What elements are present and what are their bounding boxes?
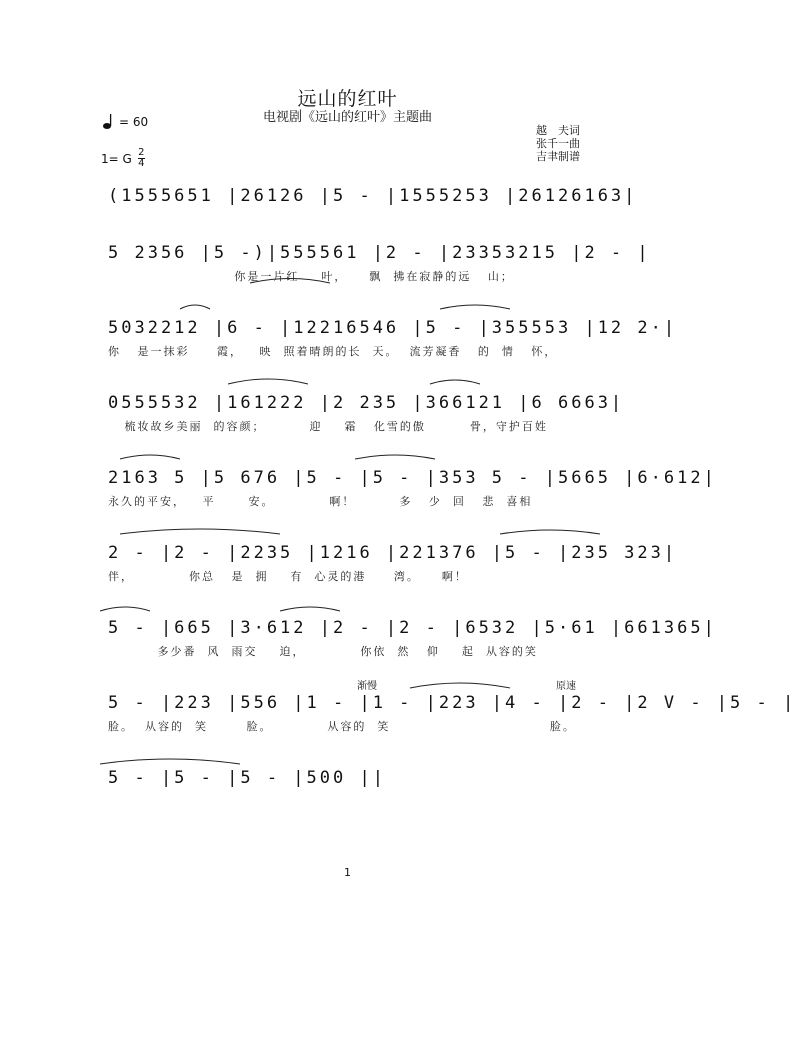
song-subtitle: 电视剧《远山的红叶》主题曲 [262, 110, 432, 125]
notation-line: 5 - |223 |556 |1 - |1 - |223 |4 - |2 - |2 V - |5 - | [108, 693, 796, 713]
lyric-line: 你 是一抹彩 霞， 映 照着晴朗的长 天。 流芳凝香 的 情 怀， [108, 345, 558, 358]
lyric-line: 永久的平安， 平 安。 啊！ 多 少 回 悲 喜相 [108, 495, 533, 508]
time-sig-bottom: 4 [138, 158, 145, 169]
slur [410, 683, 510, 688]
lyric-line: 你是一片红 叶， 飘 拂在寂静的远 山； [108, 270, 514, 283]
slur [100, 607, 150, 611]
slur [500, 530, 600, 534]
slur [280, 607, 340, 611]
time-sig-top: 2 [138, 147, 145, 158]
slur [120, 529, 280, 534]
notation-line: 2163 5 |5 676 |5 - |5 - |353 5 - |5665 |6·612| [108, 468, 717, 488]
notation-line: 5 - |665 |3·612 |2 - |2 - |6532 |5·61 |661365| [108, 618, 717, 638]
slur [180, 305, 210, 309]
key-value: 1= G [101, 151, 132, 166]
lyric-line: 梳妆故乡美丽 的容颜； 迎 霜 化雪的傲 骨，守护百姓 [108, 420, 548, 433]
notation-line: 0555532 |161222 |2 235 |366121 |6 6663| [108, 393, 625, 413]
notation-line: 5 2356 |5 -)|555561 |2 - |23353215 |2 - | [108, 243, 651, 263]
slur [120, 455, 180, 459]
credit-composer: 张千一曲 [536, 137, 580, 150]
slur [100, 759, 240, 764]
slur [228, 379, 308, 384]
page-number: 1 [344, 866, 351, 879]
notation-line: 5032212 |6 - |12216546 |5 - |355553 |12 2·| [108, 318, 678, 338]
credit-lyricist: 越 夫词 [536, 124, 580, 137]
notation-line: 2 - |2 - |2235 |1216 |221376 |5 - |235 323| [108, 543, 678, 563]
slur [430, 380, 480, 384]
tempo-slow-marking: 渐慢 [357, 681, 377, 692]
credit-transcriber: 吉聿制谱 [536, 150, 580, 163]
lyric-line: 伴， 你总 是 拥 有 心灵的港 湾。 啊！ [108, 570, 468, 583]
lyric-line: 多少番 风 雨交 迫， 你依 然 仰 起 从容的笑 [108, 645, 538, 658]
slur [250, 279, 330, 284]
notation-line: 5 - |5 - |5 - |500 || [108, 768, 386, 788]
slur [440, 305, 510, 309]
song-title: 远山的红叶 [297, 88, 398, 110]
notation-line: (1555651 |26126 |5 - |1555253 |26126163| [108, 186, 638, 206]
tempo-value: = 60 [119, 115, 149, 129]
lyric-line: 脸。 从容的 笑 脸。 从容的 笑 脸。 [108, 720, 576, 733]
slur [355, 455, 435, 459]
tempo-original-marking: 原速 [556, 681, 576, 692]
